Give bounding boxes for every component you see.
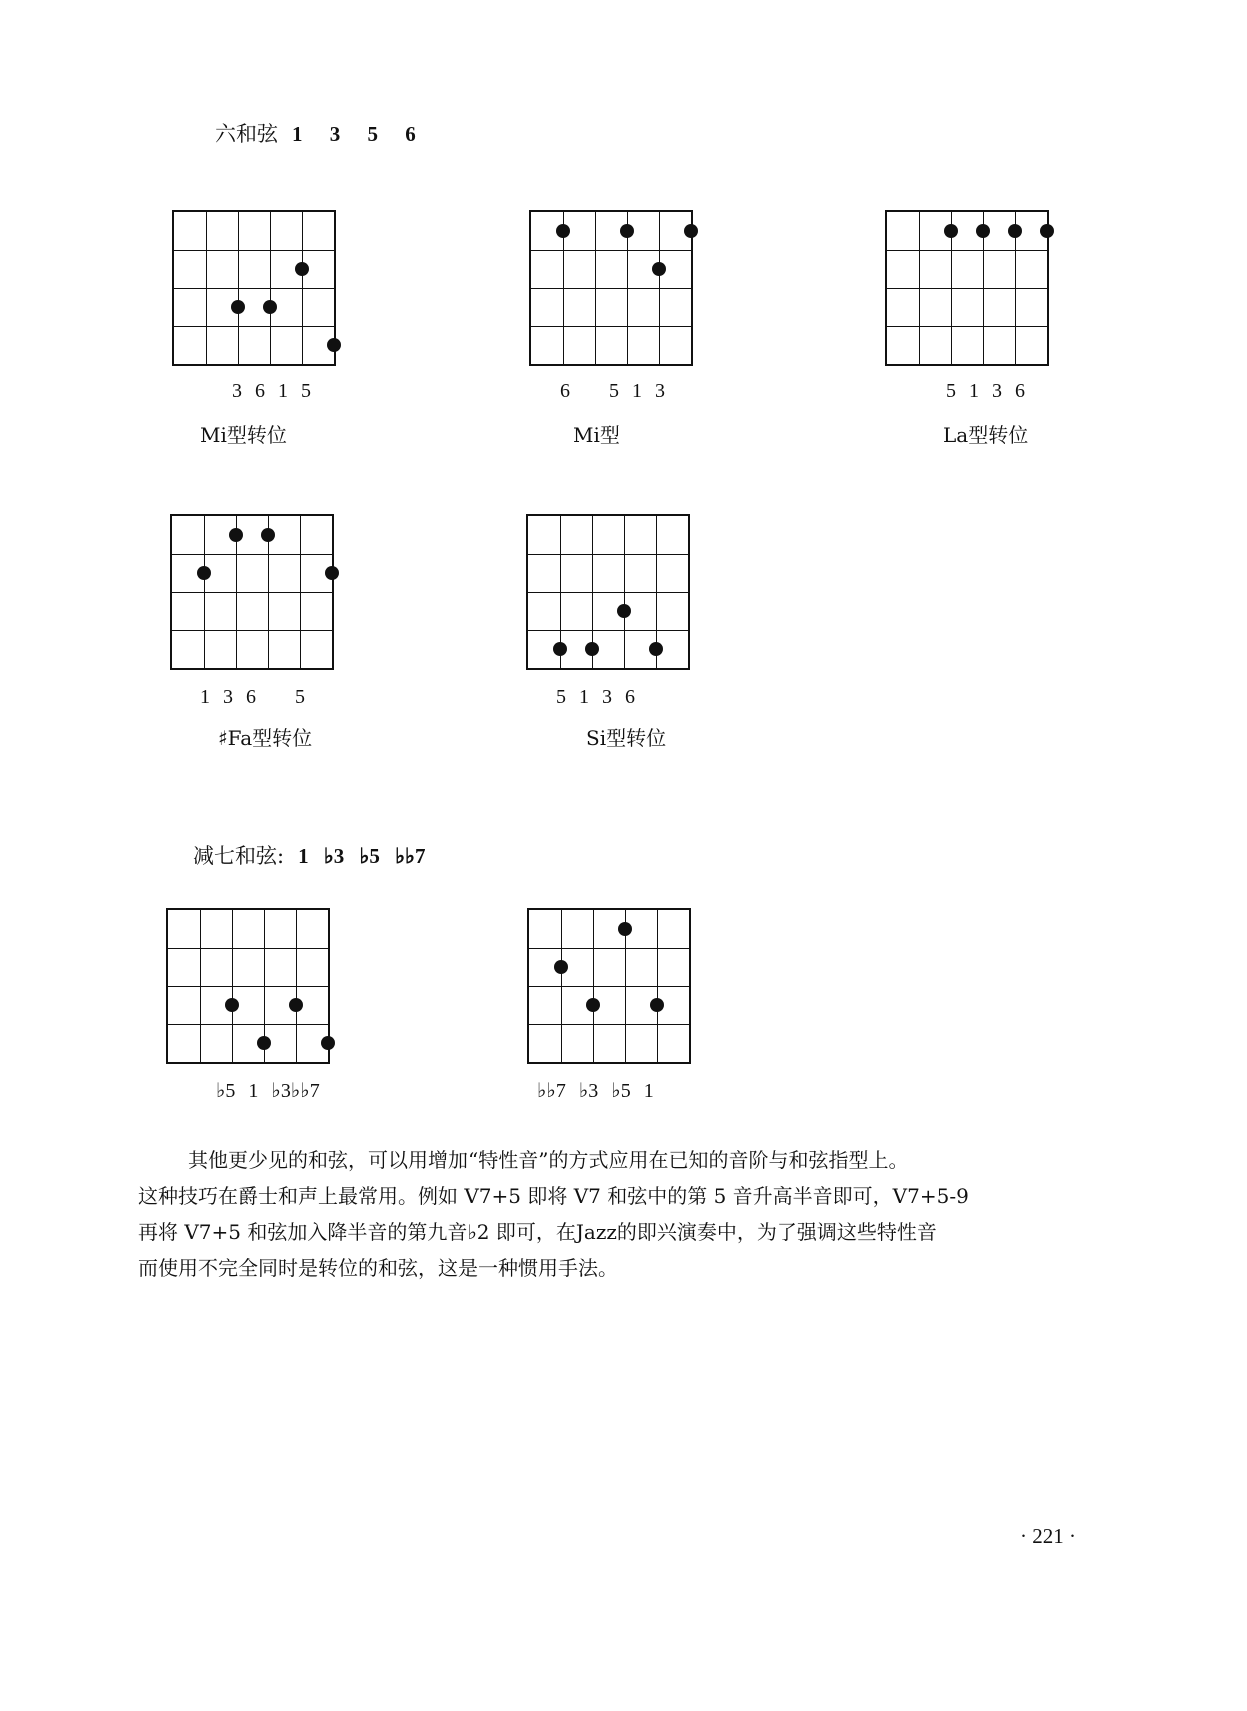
finger-dot [1040, 224, 1054, 238]
finger-dot [684, 224, 698, 238]
fingering-label: 1 3 6 5 [200, 686, 305, 708]
fingering-label: ♭5 1 ♭3♭♭7 [216, 1080, 320, 1102]
fret-line [174, 288, 334, 289]
finger-dot [327, 338, 341, 352]
paragraph-line: 其他更少见的和弦，可以用增加“特性音”的方式应用在已知的音阶与和弦指型上。 [188, 1148, 909, 1172]
finger-dot [231, 300, 245, 314]
fret-line [529, 948, 689, 949]
finger-dot [649, 642, 663, 656]
finger-dot [1008, 224, 1022, 238]
diagram-caption: ♯Fa型转位 [218, 726, 313, 750]
fingering-label: 6 5 1 3 [560, 380, 665, 402]
fret-line [531, 326, 691, 327]
fret-line [529, 986, 689, 987]
finger-dot [618, 922, 632, 936]
paragraph-line: 这种技巧在爵士和声上最常用。例如 V7+5 即将 V7 和弦中的第 5 音升高半音即可，V7+5-9 [138, 1184, 969, 1208]
dim7-chord-title: 减七和弦: [193, 844, 285, 868]
sixth-chord-notes: 1 3 5 6 [292, 122, 416, 146]
page-number: · 221 · [1020, 1524, 1076, 1548]
chord-diagram [885, 210, 1049, 366]
fret-line [174, 250, 334, 251]
finger-dot [650, 998, 664, 1012]
fret-line [531, 250, 691, 251]
fret-line [172, 630, 332, 631]
finger-dot [263, 300, 277, 314]
fret-line [168, 986, 328, 987]
finger-dot [325, 566, 339, 580]
body-paragraph [138, 1142, 1098, 1286]
finger-dot [586, 998, 600, 1012]
fingering-label: 5 1 3 6 [556, 686, 635, 708]
finger-dot [976, 224, 990, 238]
finger-dot [257, 1036, 271, 1050]
finger-dot [295, 262, 309, 276]
dim7-chord-notes: 1 ♭3 ♭5 ♭♭7 [298, 844, 426, 868]
sixth-chord-heading [215, 118, 416, 148]
fret-line [174, 326, 334, 327]
fret-line [887, 288, 1047, 289]
finger-dot [617, 604, 631, 618]
diagram-caption: Mi型转位 [200, 423, 287, 447]
dim7-chord-heading [193, 840, 425, 870]
fingering-label: 5 1 3 6 [946, 380, 1025, 402]
fingering-label: 3 6 1 5 [232, 380, 311, 402]
fret-line [529, 1024, 689, 1025]
fret-line [168, 948, 328, 949]
finger-dot [225, 998, 239, 1012]
paragraph-line: 而使用不完全同时是转位的和弦，这是一种惯用手法。 [138, 1256, 618, 1280]
finger-dot [620, 224, 634, 238]
finger-dot [321, 1036, 335, 1050]
diagram-caption: Mi型 [573, 423, 620, 447]
fret-line [528, 554, 688, 555]
fret-line [887, 250, 1047, 251]
fret-line [172, 592, 332, 593]
fret-line [528, 592, 688, 593]
finger-dot [652, 262, 666, 276]
fret-line [168, 1024, 328, 1025]
chord-diagram [172, 210, 336, 366]
diagram-caption: La型转位 [943, 423, 1029, 447]
chord-diagram [166, 908, 330, 1064]
finger-dot [585, 642, 599, 656]
finger-dot [197, 566, 211, 580]
fret-line [528, 630, 688, 631]
fret-line [531, 288, 691, 289]
finger-dot [229, 528, 243, 542]
chord-diagram [529, 210, 693, 366]
finger-dot [553, 642, 567, 656]
finger-dot [556, 224, 570, 238]
diagram-caption: Si型转位 [586, 726, 667, 750]
chord-diagram [527, 908, 691, 1064]
fingering-label: ♭♭7 ♭3 ♭5 1 [537, 1080, 654, 1102]
sixth-chord-title: 六和弦 [215, 122, 278, 146]
paragraph-line: 再将 V7+5 和弦加入降半音的第九音♭2 即可，在Jazz的即兴演奏中，为了强调这些特性音 [138, 1220, 937, 1244]
chord-diagram [526, 514, 690, 670]
fret-line [172, 554, 332, 555]
finger-dot [289, 998, 303, 1012]
chord-diagram [170, 514, 334, 670]
fret-line [887, 326, 1047, 327]
finger-dot [261, 528, 275, 542]
finger-dot [554, 960, 568, 974]
finger-dot [944, 224, 958, 238]
